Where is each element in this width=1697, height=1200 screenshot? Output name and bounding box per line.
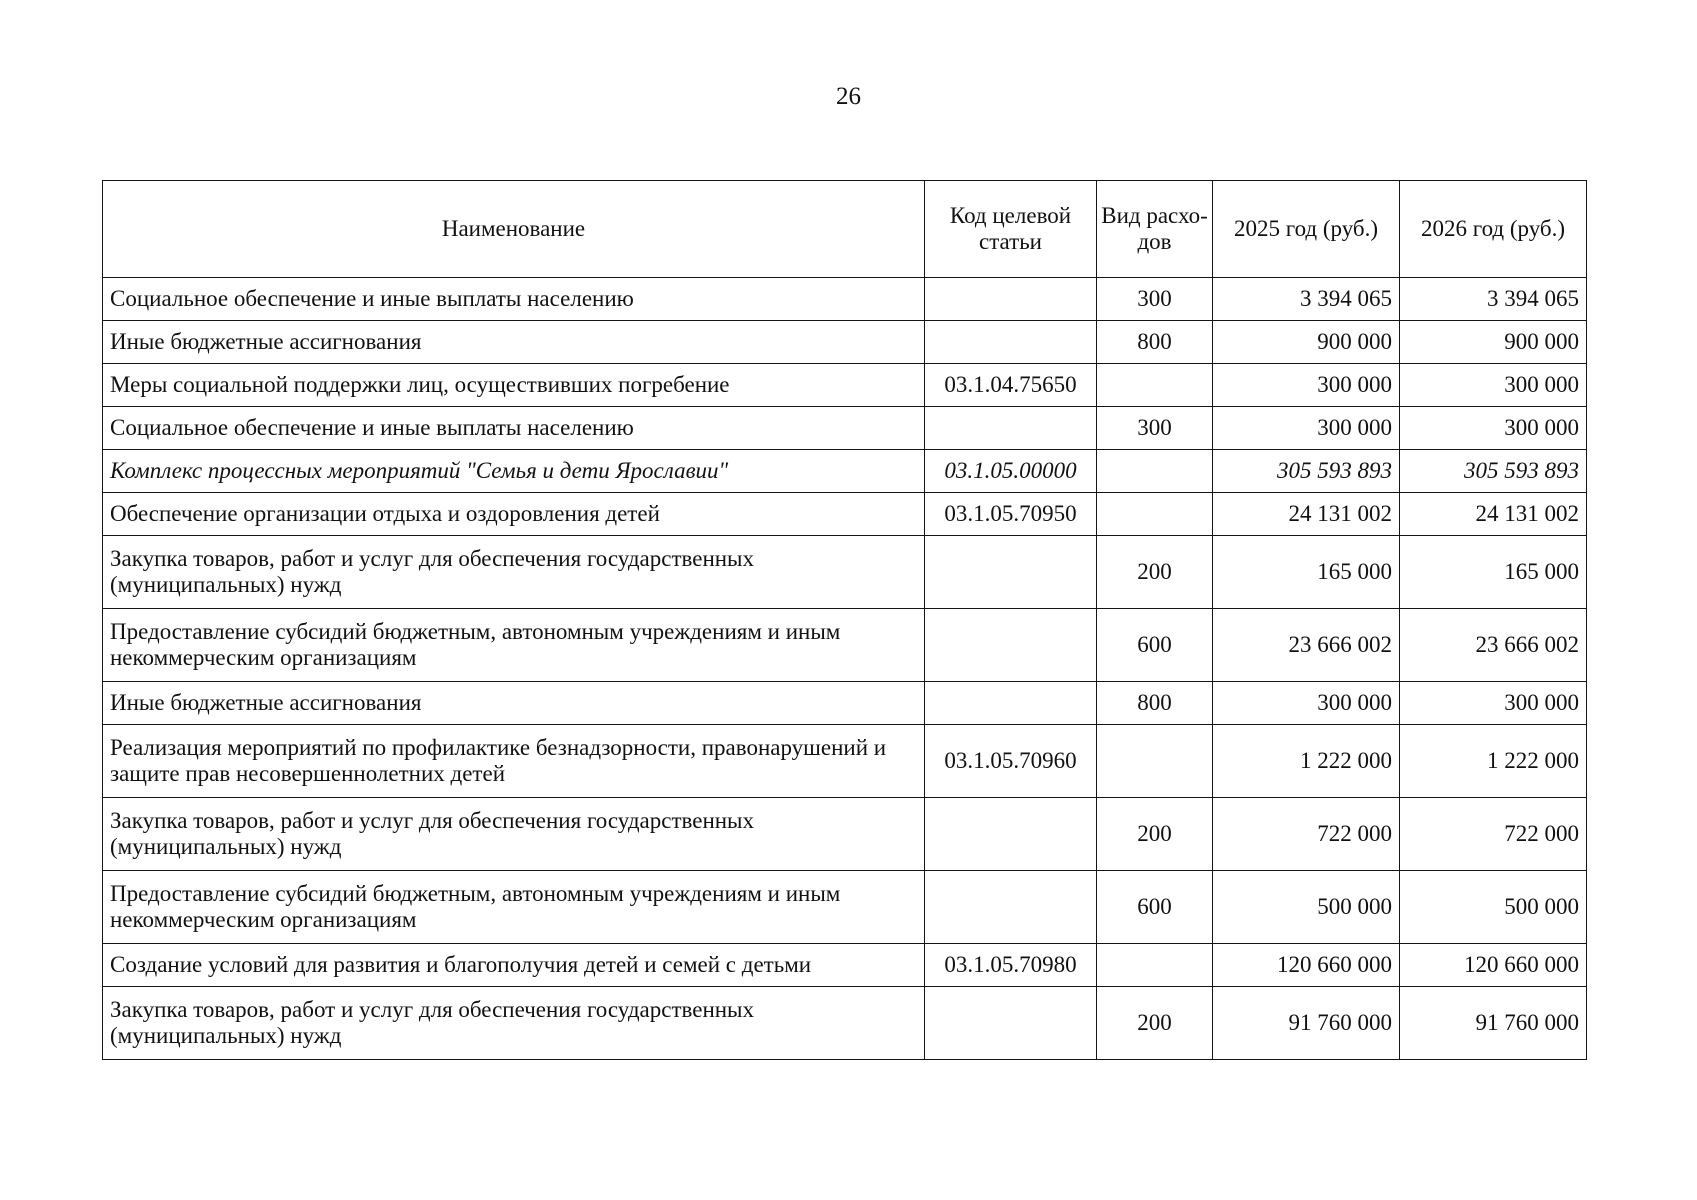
cell-2025: 722 000 xyxy=(1213,798,1400,871)
cell-kind: 600 xyxy=(1097,871,1213,944)
cell-name: Иные бюджетные ассигнования xyxy=(103,321,925,364)
cell-2026: 900 000 xyxy=(1400,321,1587,364)
cell-2025: 300 000 xyxy=(1213,364,1400,407)
cell-2026: 24 131 002 xyxy=(1400,493,1587,536)
cell-name: Реализация мероприятий по профилактике безнадзорности, правонарушений и защите прав несовершеннолетних детей xyxy=(103,725,925,798)
cell-2026: 722 000 xyxy=(1400,798,1587,871)
cell-2025: 1 222 000 xyxy=(1213,725,1400,798)
cell-2025: 305 593 893 xyxy=(1213,450,1400,493)
header-name: Наименование xyxy=(103,181,925,278)
cell-2026: 1 222 000 xyxy=(1400,725,1587,798)
cell-name: Комплекс процессных мероприятий "Семья и дети Ярославии" xyxy=(103,450,925,493)
cell-kind: 300 xyxy=(1097,278,1213,321)
cell-name: Меры социальной поддержки лиц, осуществивших погребение xyxy=(103,364,925,407)
cell-2026: 300 000 xyxy=(1400,364,1587,407)
header-kind: Вид расхо-дов xyxy=(1097,181,1213,278)
cell-code: 03.1.04.75650 xyxy=(925,364,1097,407)
cell-2026: 120 660 000 xyxy=(1400,944,1587,987)
cell-2026: 500 000 xyxy=(1400,871,1587,944)
cell-kind: 200 xyxy=(1097,536,1213,609)
cell-2026: 3 394 065 xyxy=(1400,278,1587,321)
cell-2026: 23 666 002 xyxy=(1400,609,1587,682)
table-row xyxy=(103,944,1587,987)
header-code: Код целевой статьи xyxy=(925,181,1097,278)
cell-code xyxy=(925,536,1097,609)
table-row xyxy=(103,493,1587,536)
header-2025: 2025 год (руб.) xyxy=(1213,181,1400,278)
cell-name: Закупка товаров, работ и услуг для обеспечения государственных (муниципальных) нужд xyxy=(103,987,925,1060)
cell-2025: 120 660 000 xyxy=(1213,944,1400,987)
cell-kind xyxy=(1097,944,1213,987)
cell-2026: 305 593 893 xyxy=(1400,450,1587,493)
cell-2025: 300 000 xyxy=(1213,407,1400,450)
header-2026: 2026 год (руб.) xyxy=(1400,181,1587,278)
cell-kind: 800 xyxy=(1097,321,1213,364)
cell-2025: 165 000 xyxy=(1213,536,1400,609)
cell-name: Предоставление субсидий бюджетным, автономным учреждениям и иным некоммерческим организациям xyxy=(103,871,925,944)
table-header-row xyxy=(103,181,1587,278)
cell-name: Обеспечение организации отдыха и оздоровления детей xyxy=(103,493,925,536)
cell-kind: 200 xyxy=(1097,987,1213,1060)
cell-name: Закупка товаров, работ и услуг для обеспечения государственных (муниципальных) нужд xyxy=(103,798,925,871)
cell-2025: 300 000 xyxy=(1213,682,1400,725)
cell-name: Создание условий для развития и благополучия детей и семей с детьми xyxy=(103,944,925,987)
table-row xyxy=(103,798,1587,871)
cell-2026: 300 000 xyxy=(1400,407,1587,450)
table-row xyxy=(103,321,1587,364)
cell-2025: 3 394 065 xyxy=(1213,278,1400,321)
cell-code xyxy=(925,682,1097,725)
cell-code: 03.1.05.70960 xyxy=(925,725,1097,798)
cell-kind: 800 xyxy=(1097,682,1213,725)
cell-kind xyxy=(1097,725,1213,798)
cell-name: Иные бюджетные ассигнования xyxy=(103,682,925,725)
cell-kind: 600 xyxy=(1097,609,1213,682)
page-number: 26 xyxy=(836,83,861,110)
cell-2026: 91 760 000 xyxy=(1400,987,1587,1060)
cell-2025: 500 000 xyxy=(1213,871,1400,944)
cell-code xyxy=(925,407,1097,450)
cell-name: Социальное обеспечение и иные выплаты населению xyxy=(103,278,925,321)
cell-code: 03.1.05.70950 xyxy=(925,493,1097,536)
table-row xyxy=(103,871,1587,944)
cell-2025: 900 000 xyxy=(1213,321,1400,364)
cell-code: 03.1.05.70980 xyxy=(925,944,1097,987)
cell-kind xyxy=(1097,493,1213,536)
cell-code xyxy=(925,278,1097,321)
cell-code xyxy=(925,321,1097,364)
cell-kind: 300 xyxy=(1097,407,1213,450)
table-row xyxy=(103,609,1587,682)
cell-code xyxy=(925,798,1097,871)
cell-2025: 23 666 002 xyxy=(1213,609,1400,682)
table-row xyxy=(103,725,1587,798)
cell-kind xyxy=(1097,450,1213,493)
cell-name: Социальное обеспечение и иные выплаты населению xyxy=(103,407,925,450)
budget-table xyxy=(102,180,1587,1060)
table-body xyxy=(103,278,1587,1060)
cell-code xyxy=(925,871,1097,944)
cell-2026: 165 000 xyxy=(1400,536,1587,609)
cell-2025: 24 131 002 xyxy=(1213,493,1400,536)
table-row xyxy=(103,682,1587,725)
table-row xyxy=(103,536,1587,609)
table-row xyxy=(103,278,1587,321)
table-row xyxy=(103,450,1587,493)
table-row xyxy=(103,407,1587,450)
cell-code: 03.1.05.00000 xyxy=(925,450,1097,493)
cell-code xyxy=(925,609,1097,682)
cell-code xyxy=(925,987,1097,1060)
cell-kind xyxy=(1097,364,1213,407)
cell-2025: 91 760 000 xyxy=(1213,987,1400,1060)
table-row xyxy=(103,364,1587,407)
cell-name: Предоставление субсидий бюджетным, автономным учреждениям и иным некоммерческим организациям xyxy=(103,609,925,682)
cell-2026: 300 000 xyxy=(1400,682,1587,725)
table-row xyxy=(103,987,1587,1060)
cell-kind: 200 xyxy=(1097,798,1213,871)
cell-name: Закупка товаров, работ и услуг для обеспечения государственных (муниципальных) нужд xyxy=(103,536,925,609)
